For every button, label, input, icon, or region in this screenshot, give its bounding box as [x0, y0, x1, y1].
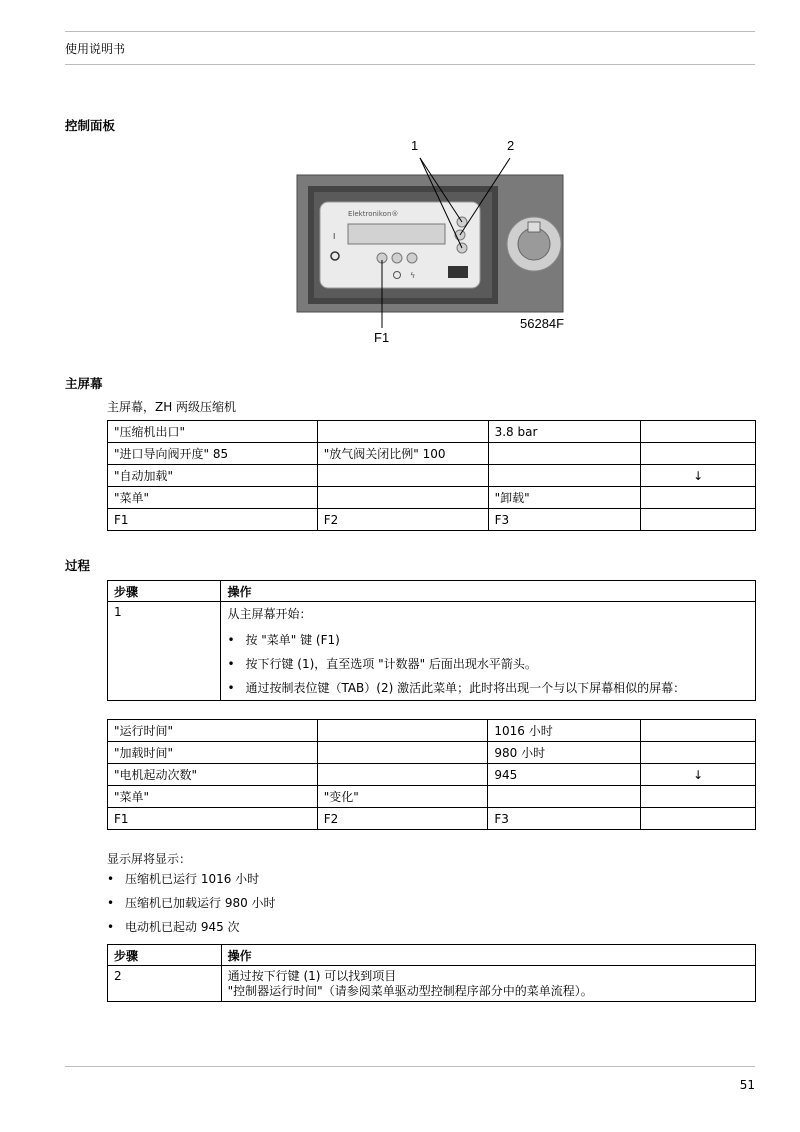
table-cell: "运行时间" [108, 720, 318, 742]
table-cell [641, 786, 756, 808]
table-row [108, 764, 756, 786]
table-cell: F1 [108, 808, 318, 830]
table-cell: 945 [488, 764, 641, 786]
table-cell [641, 443, 756, 465]
table-cell: F3 [488, 509, 641, 531]
header-title: 使用说明书 [65, 42, 126, 56]
table-cell [317, 742, 488, 764]
main-screen-heading: 主屏幕 [65, 376, 103, 391]
step-action [221, 602, 756, 701]
svg-text:ϟ: ϟ [410, 271, 416, 280]
list-item: • 压缩机已运行 1016 小时 [107, 867, 607, 891]
table-cell [317, 487, 488, 509]
table-header-row [108, 945, 756, 966]
brand-label: Elektronikon® [348, 210, 399, 218]
list-item: • 按 "菜单" 键 (F1) [227, 628, 749, 652]
control-panel-figure [290, 138, 580, 348]
table-cell: "加载时间" [108, 742, 318, 764]
table-cell [641, 720, 756, 742]
column-header-action: 操作 [221, 945, 755, 966]
counter-table [107, 719, 756, 830]
callout-2-label: 2 [507, 138, 515, 153]
table-cell: "压缩机出口" [108, 421, 318, 443]
list-item: • 通过按制表位键（TAB）(2) 激活此菜单；此时将出现一个与以下屏幕相似的屏幕： [227, 676, 749, 700]
table-cell: F3 [488, 808, 641, 830]
table-row [108, 465, 756, 487]
table-header-row [108, 581, 756, 602]
list-item: • 按下行键 (1)，直至选项 "计数器" 后面出现水平箭头。 [227, 652, 749, 676]
table-row [108, 742, 756, 764]
table-row [108, 808, 756, 830]
table-cell [317, 421, 488, 443]
step-action-line: "控制器运行时间"（请参阅菜单驱动型控制程序部分中的菜单流程）。 [227, 984, 593, 998]
table-cell: 1016 小时 [488, 720, 641, 742]
steps-table-2 [107, 944, 756, 1002]
table-cell [641, 742, 756, 764]
display-bullet-list [107, 867, 607, 939]
down-arrow-icon: ↓ [641, 465, 756, 487]
figure-code: 56284F [520, 316, 565, 331]
table-cell: F1 [108, 509, 318, 531]
table-cell: "进口导向阀开度" 85 [108, 443, 318, 465]
table-row [108, 443, 756, 465]
step-action-line: 通过按下行键 (1) 可以找到项目 [227, 969, 397, 983]
table-cell: 3.8 bar [488, 421, 641, 443]
table-cell [641, 487, 756, 509]
table-cell: "自动加载" [108, 465, 318, 487]
step-number: 1 [108, 602, 221, 701]
table-cell: "卸载" [488, 487, 641, 509]
table-cell: 980 小时 [488, 742, 641, 764]
table-cell: "变化" [317, 786, 488, 808]
table-cell [641, 421, 756, 443]
svg-text:I: I [333, 232, 336, 241]
display-intro: 显示屏将显示： [107, 852, 192, 866]
table-cell [641, 509, 756, 531]
list-item: • 压缩机已加载运行 980 小时 [107, 891, 607, 915]
table-row [108, 487, 756, 509]
table-row [108, 966, 756, 1002]
table-cell: "放气阀关闭比例" 100 [317, 443, 488, 465]
callout-f1-label: F1 [374, 330, 390, 345]
table-row [108, 602, 756, 701]
header-top-rule [65, 31, 755, 32]
steps-table-1 [107, 580, 756, 701]
table-cell [488, 443, 641, 465]
column-header-action: 操作 [221, 581, 756, 602]
table-cell [488, 465, 641, 487]
table-cell: "菜单" [108, 786, 318, 808]
process-heading: 过程 [65, 558, 91, 573]
table-cell [317, 465, 488, 487]
table-row [108, 509, 756, 531]
page-number: 51 [739, 1078, 755, 1092]
step-intro: 从主屏幕开始： [227, 607, 312, 621]
table-cell: "电机起动次数" [108, 764, 318, 786]
table-cell [317, 720, 488, 742]
step-number: 2 [108, 966, 222, 1002]
column-header-step: 步骤 [108, 581, 221, 602]
list-item: • 电动机已起动 945 次 [107, 915, 607, 939]
main-screen-table [107, 420, 756, 531]
table-cell [488, 786, 641, 808]
table-row [108, 421, 756, 443]
table-cell [317, 764, 488, 786]
column-header-step: 步骤 [108, 945, 222, 966]
table-row [108, 786, 756, 808]
footer-rule [65, 1066, 755, 1067]
header-bottom-rule [65, 64, 755, 65]
callout-1-label: 1 [411, 138, 419, 153]
table-cell: F2 [317, 509, 488, 531]
step-action [221, 966, 755, 1002]
main-screen-caption: 主屏幕，ZH 两级压缩机 [107, 400, 237, 414]
down-arrow-icon: ↓ [641, 764, 756, 786]
table-cell: F2 [317, 808, 488, 830]
control-panel-heading: 控制面板 [65, 118, 116, 133]
table-cell [641, 808, 756, 830]
step-bullet-list [227, 628, 749, 700]
table-cell: "菜单" [108, 487, 318, 509]
table-row [108, 720, 756, 742]
